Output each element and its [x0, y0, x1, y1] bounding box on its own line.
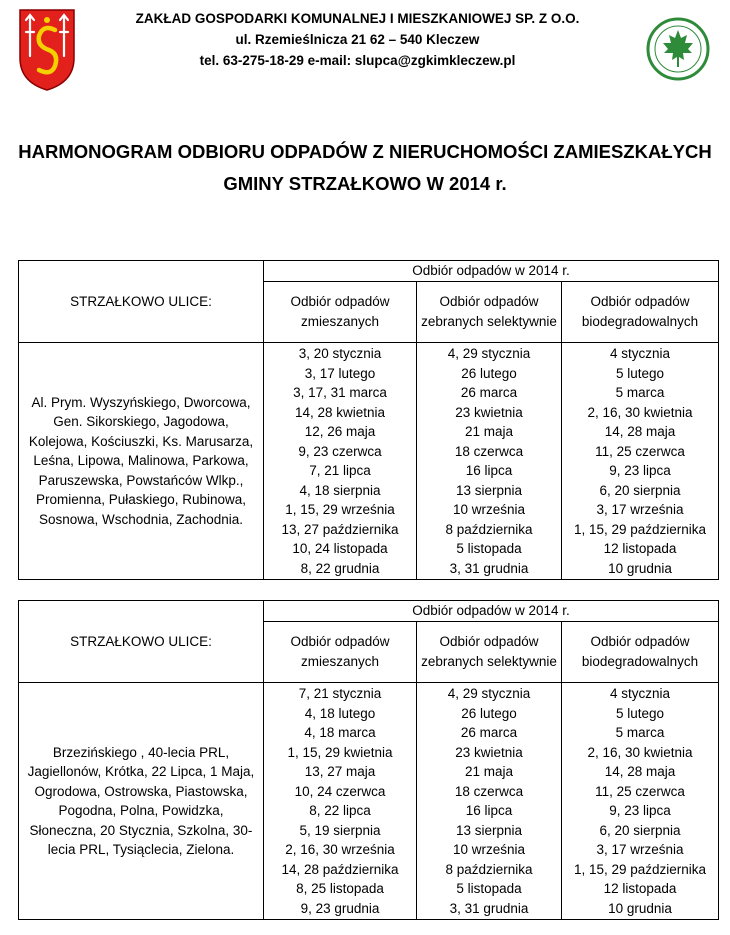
collection-date: 8, 22 grudnia [300, 560, 380, 576]
collection-date: 5 listopada [456, 881, 522, 896]
collection-date: 10, 24 listopada [292, 541, 388, 556]
collection-date: 14, 28 maja [604, 424, 676, 439]
company-name: ZAKŁAD GOSPODARKI KOMUNALNEJ I MIESZKANIOWEJ SP. Z O.O. [135, 11, 580, 26]
collection-date: 13, 27 października [281, 521, 399, 537]
collection-date: 14, 28 maja [604, 764, 676, 779]
collection-date: 6, 20 sierpnia [599, 482, 681, 498]
collection-date: 12, 26 maja [304, 424, 376, 439]
collection-date: 18 czerwca [454, 443, 524, 459]
collection-date: 5 marca [615, 385, 665, 400]
collection-date: 23 kwietnia [455, 744, 523, 760]
schedule-table-1 [18, 260, 719, 580]
collection-date: 10, 24 czerwca [294, 783, 386, 799]
collection-date: 4, 18 marca [304, 725, 376, 740]
collection-date: 12 listopada [603, 881, 677, 896]
mixed-waste-dates [264, 683, 417, 920]
collection-date: 21 maja [464, 424, 514, 439]
street-column-header: STRZAŁKOWO ULICE: [19, 261, 264, 343]
collection-date: 5 listopada [456, 541, 522, 556]
collection-date: 26 lutego [461, 365, 517, 381]
company-address: ul. Rzemieślnicza 21 62 – 540 Kleczew [235, 32, 480, 47]
collection-date: 4, 18 sierpnia [299, 482, 381, 498]
selective-waste-header: Odbiór odpadów zebranych selektywnie [417, 622, 562, 683]
collection-year-header: Odbiór odpadów w 2014 r. [264, 261, 719, 282]
mixed-waste-header: Odbiór odpadów zmieszanych [264, 622, 417, 683]
collection-date: 9, 23 grudnia [300, 900, 380, 916]
collection-date: 11, 25 czerwca [595, 783, 685, 799]
collection-date: 23 kwietnia [455, 404, 523, 420]
selective-waste-header: Odbiór odpadów zebranych selektywnie [417, 282, 562, 343]
collection-date: 8 października [445, 521, 533, 537]
collection-date: 14, 28 października [281, 861, 399, 877]
document-title [0, 136, 730, 200]
collection-date: 1, 15, 29 września [285, 502, 395, 517]
street-list: Al. Prym. Wyszyńskiego, Dworcowa, Gen. Sikorskiego, Jagodowa, Kolejowa, Kościuszki, Ks. Marusarza, Leśna, Lipowa, Malinowa, Parkowa, Paruszewska, Powstańców Wlkp., Promienna, Pułaskiego, Rubinowa, Sosnowa, Wschodnia, Zachodnia. [19, 343, 264, 580]
collection-date: 11, 25 czerwca [595, 443, 685, 459]
title-line-2: GMINY STRZAŁKOWO W 2014 r. [223, 173, 507, 194]
company-header [80, 8, 635, 71]
bio-waste-dates [562, 343, 719, 580]
collection-date: 3, 17, 31 marca [293, 385, 387, 400]
collection-date: 3, 20 stycznia [298, 346, 382, 361]
collection-date: 10 września [452, 502, 526, 517]
collection-date: 16 lipca [465, 803, 513, 818]
collection-date: 1, 15, 29 października [573, 861, 707, 877]
collection-date: 12 listopada [603, 541, 677, 556]
collection-date: 14, 28 kwietnia [294, 404, 386, 420]
collection-date: 8, 25 listopada [296, 881, 384, 896]
collection-date: 3, 31 grudnia [449, 900, 529, 916]
selective-waste-dates [417, 343, 562, 580]
collection-date: 10 grudnia [608, 900, 672, 916]
collection-date: 1, 15, 29 października [573, 521, 707, 537]
maple-leaf-logo-icon [638, 16, 718, 82]
collection-date: 1, 15, 29 kwietnia [287, 744, 393, 760]
collection-date: 6, 20 sierpnia [599, 822, 681, 838]
collection-date: 3, 17 września [596, 502, 684, 517]
collection-date: 7, 21 stycznia [298, 686, 382, 701]
collection-year-header: Odbiór odpadów w 2014 r. [264, 601, 719, 622]
collection-date: 5 lutego [615, 365, 665, 381]
collection-date: 2, 16, 30 kwietnia [587, 404, 693, 420]
collection-date: 4, 18 lutego [304, 705, 376, 721]
bio-waste-header: Odbiór odpadów biodegradowalnych [562, 622, 719, 683]
collection-date: 13 sierpnia [455, 482, 523, 498]
collection-date: 5, 19 sierpnia [299, 822, 381, 838]
title-line-1: HARMONOGRAM ODBIORU ODPADÓW Z NIERUCHOMOŚCI ZAMIESZKAŁYCH [18, 141, 712, 162]
coat-of-arms-icon [17, 6, 77, 92]
collection-date: 3, 31 grudnia [449, 560, 529, 576]
bio-waste-header: Odbiór odpadów biodegradowalnych [562, 282, 719, 343]
collection-date: 2, 16, 30 kwietnia [587, 744, 693, 760]
collection-date: 10 grudnia [608, 560, 672, 576]
collection-date: 3, 17 września [596, 842, 684, 857]
collection-date: 8, 22 lipca [309, 803, 371, 818]
collection-date: 10 września [452, 842, 526, 857]
collection-date: 9, 23 lipca [609, 463, 671, 478]
collection-date: 21 maja [464, 764, 514, 779]
collection-date: 4, 29 stycznia [447, 686, 531, 701]
street-list: Brzezińskiego , 40-lecia PRL, Jagiellonów, Krótka, 22 Lipca, 1 Maja, Ogrodowa, Ostrowska, Piastowska, Pogodna, Polna, Powidzka, Słoneczna, 20 Stycznia, Szkolna, 30-lecia PRL, Tysiąclecia, Zielona. [19, 683, 264, 920]
collection-date: 2, 16, 30 września [285, 842, 395, 857]
company-contact: tel. 63-275-18-29 e-mail: slupca@zgkimkleczew.pl [199, 53, 516, 68]
collection-date: 5 marca [615, 725, 665, 740]
collection-date: 26 marca [460, 385, 518, 400]
collection-date: 26 lutego [461, 705, 517, 721]
collection-date: 4 stycznia [610, 686, 671, 701]
schedule-table-2 [18, 600, 719, 920]
collection-date: 9, 23 czerwca [298, 443, 382, 459]
collection-date: 7, 21 lipca [309, 463, 371, 478]
collection-date: 4 stycznia [610, 346, 671, 361]
collection-date: 13 sierpnia [455, 822, 523, 838]
selective-waste-dates [417, 683, 562, 920]
collection-date: 13, 27 maja [304, 764, 376, 779]
collection-date: 5 lutego [615, 705, 665, 721]
collection-date: 26 marca [460, 725, 518, 740]
collection-date: 16 lipca [465, 463, 513, 478]
collection-date: 18 czerwca [454, 783, 524, 799]
street-column-header: STRZAŁKOWO ULICE: [19, 601, 264, 683]
mixed-waste-header: Odbiór odpadów zmieszanych [264, 282, 417, 343]
collection-date: 4, 29 stycznia [447, 346, 531, 361]
collection-date: 8 października [445, 861, 533, 877]
collection-date: 9, 23 lipca [609, 803, 671, 818]
collection-date: 3, 17 lutego [304, 365, 376, 381]
mixed-waste-dates [264, 343, 417, 580]
bio-waste-dates [562, 683, 719, 920]
